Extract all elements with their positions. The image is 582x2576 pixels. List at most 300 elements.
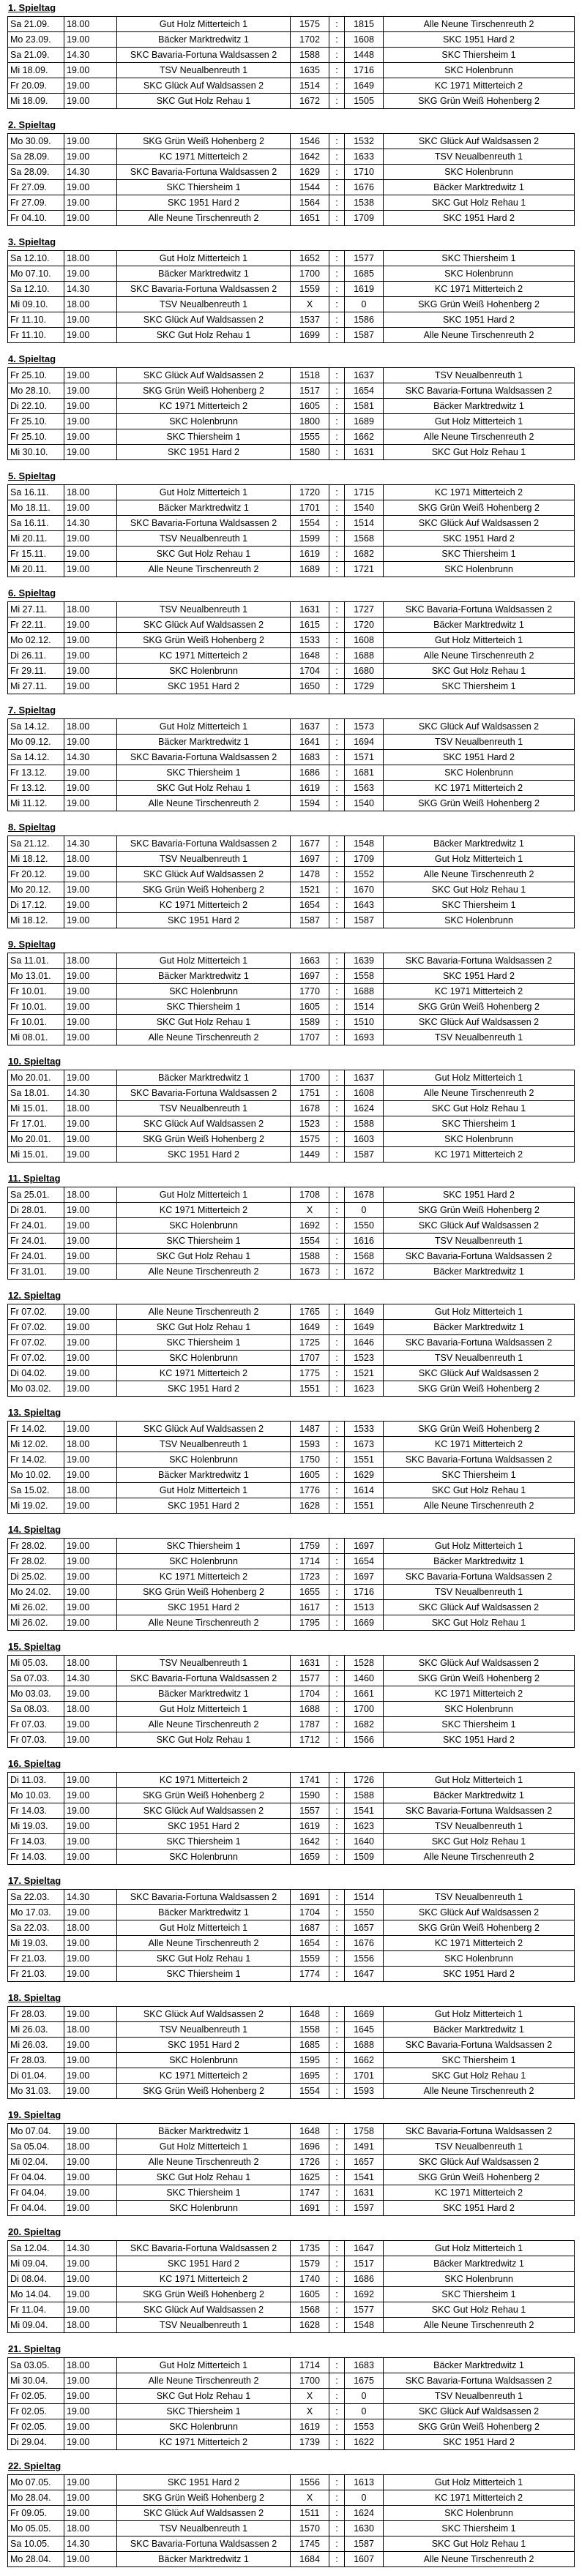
home-team: SKC Thiersheim 1 <box>117 1539 291 1554</box>
home-team: Gut Holz Mitterteich 1 <box>117 17 291 32</box>
matchday-heading: 17. Spieltag <box>8 1875 61 1886</box>
table-row <box>8 2241 575 2256</box>
kickoff-time: 19.00 <box>64 1686 117 1702</box>
table-row <box>8 1086 575 1101</box>
away-score: 1460 <box>345 1671 384 1686</box>
matchday-section <box>7 1405 575 1522</box>
table-row <box>8 63 575 78</box>
matchday-table <box>7 1187 575 1280</box>
home-team: Alle Neune Tirschenreuth 2 <box>117 2373 291 2389</box>
home-team: SKC Holenbrunn <box>117 2201 291 2216</box>
kickoff-time: 19.00 <box>64 2084 117 2099</box>
home-score: X <box>291 297 329 312</box>
table-row <box>8 1773 575 1788</box>
score-separator: : <box>329 2419 345 2435</box>
away-team: SKC Holenbrunn <box>384 913 575 928</box>
score-separator: : <box>329 1233 345 1249</box>
home-team: Gut Holz Mitterteich 1 <box>117 485 291 500</box>
home-score: 1554 <box>291 516 329 531</box>
away-team: SKC Glück Auf Waldsassen 2 <box>384 1656 575 1671</box>
home-team: SKC 1951 Hard 2 <box>117 1147 291 1163</box>
table-row <box>8 297 575 312</box>
home-team: SKC Gut Holz Rehau 1 <box>117 328 291 343</box>
score-separator: : <box>329 867 345 882</box>
away-team: TSV Neualbenreuth 1 <box>384 368 575 383</box>
home-team: SKC Bavaria-Fortuna Waldsassen 2 <box>117 750 291 765</box>
home-team: SKC Gut Holz Rehau 1 <box>117 781 291 796</box>
score-separator: : <box>329 312 345 328</box>
matchday-section <box>7 117 575 234</box>
home-team: SKC Bavaria-Fortuna Waldsassen 2 <box>117 1086 291 1101</box>
matchday-table <box>7 601 575 694</box>
away-score: 1607 <box>345 2552 384 2567</box>
match-date: Mi 27.11. <box>8 602 64 617</box>
match-date: Fr 22.11. <box>8 617 64 633</box>
home-score: 1521 <box>291 882 329 898</box>
home-score: 1594 <box>291 796 329 811</box>
matchday-section <box>7 1639 575 1756</box>
score-separator: : <box>329 898 345 913</box>
matchday-table <box>7 2357 575 2450</box>
table-row <box>8 2318 575 2333</box>
away-team: Gut Holz Mitterteich 1 <box>384 2241 575 2256</box>
home-team: Bäcker Marktredwitz 1 <box>117 500 291 516</box>
match-date: Fr 31.01. <box>8 1264 64 1280</box>
match-date: Fr 04.04. <box>8 2201 64 2216</box>
kickoff-time: 19.00 <box>64 2287 117 2302</box>
match-date: Sa 10.05. <box>8 2536 64 2552</box>
match-date: Mi 26.03. <box>8 2038 64 2053</box>
away-score: 1581 <box>345 399 384 414</box>
table-row <box>8 266 575 282</box>
away-score: 1689 <box>345 414 384 429</box>
matchday-heading: 7. Spieltag <box>8 705 56 716</box>
kickoff-time: 19.00 <box>64 1422 117 1437</box>
home-score: 1704 <box>291 1686 329 1702</box>
away-score: 1649 <box>345 78 384 94</box>
table-row <box>8 2521 575 2536</box>
home-score: 1615 <box>291 617 329 633</box>
home-score: 1677 <box>291 836 329 852</box>
match-date: Fr 25.10. <box>8 414 64 429</box>
away-team: SKC Holenbrunn <box>384 2272 575 2287</box>
match-date: Mi 12.02. <box>8 1437 64 1452</box>
away-score: 1588 <box>345 1116 384 1132</box>
matchday-section <box>7 1873 575 1990</box>
match-date: Mi 19.03. <box>8 1819 64 1834</box>
away-team: Bäcker Marktredwitz 1 <box>384 2358 575 2373</box>
away-score: 1709 <box>345 852 384 867</box>
kickoff-time: 19.00 <box>64 445 117 460</box>
kickoff-time: 19.00 <box>64 1132 117 1147</box>
kickoff-time: 19.00 <box>64 1936 117 1951</box>
matchday-heading: 12. Spieltag <box>8 1290 61 1301</box>
kickoff-time: 19.00 <box>64 1381 117 1397</box>
home-team: SKC Bavaria-Fortuna Waldsassen 2 <box>117 836 291 852</box>
table-row <box>8 1554 575 1569</box>
away-score: 1532 <box>345 134 384 149</box>
kickoff-time: 14.30 <box>64 48 117 63</box>
matchday-heading: 15. Spieltag <box>8 1641 61 1652</box>
kickoff-time: 18.00 <box>64 1702 117 1717</box>
score-separator: : <box>329 1951 345 1967</box>
matchday-table <box>7 1421 575 1514</box>
home-score: 1523 <box>291 1116 329 1132</box>
matchday-heading: 8. Spieltag <box>8 822 56 833</box>
matchday-section <box>7 936 575 1054</box>
away-score: 1587 <box>345 913 384 928</box>
away-score: 1662 <box>345 429 384 445</box>
match-date: Mo 03.02. <box>8 1381 64 1397</box>
away-score: 1649 <box>345 1320 384 1335</box>
matchday-heading: 16. Spieltag <box>8 1758 61 1769</box>
kickoff-time: 14.30 <box>64 516 117 531</box>
home-score: 1663 <box>291 953 329 969</box>
home-score: 1745 <box>291 2536 329 2552</box>
away-team: KC 1971 Mitterteich 2 <box>384 781 575 796</box>
home-team: SKC Gut Holz Rehau 1 <box>117 1951 291 1967</box>
away-team: SKG Grün Weiß Hohenberg 2 <box>384 1203 575 1218</box>
match-date: Fr 25.10. <box>8 368 64 383</box>
home-team: SKC Bavaria-Fortuna Waldsassen 2 <box>117 1890 291 1905</box>
table-row <box>8 211 575 226</box>
away-team: SKC Holenbrunn <box>384 1951 575 1967</box>
score-separator: : <box>329 2038 345 2053</box>
matchday-table <box>7 953 575 1045</box>
kickoff-time: 19.00 <box>64 617 117 633</box>
home-team: Alle Neune Tirschenreuth 2 <box>117 211 291 226</box>
table-row <box>8 602 575 617</box>
home-score: 1556 <box>291 2475 329 2490</box>
kickoff-time: 19.00 <box>64 1834 117 1850</box>
away-team: SKC Gut Holz Rehau 1 <box>384 2068 575 2084</box>
home-score: 1726 <box>291 2155 329 2170</box>
away-score: 1682 <box>345 1717 384 1732</box>
kickoff-time: 19.00 <box>64 1452 117 1468</box>
home-team: SKC Gut Holz Rehau 1 <box>117 1249 291 1264</box>
match-date: Mi 27.11. <box>8 679 64 694</box>
home-score: 1695 <box>291 2068 329 2084</box>
kickoff-time: 19.00 <box>64 765 117 781</box>
kickoff-time: 19.00 <box>64 63 117 78</box>
home-team: TSV Neualbenreuth 1 <box>117 1656 291 1671</box>
home-team: Gut Holz Mitterteich 1 <box>117 719 291 735</box>
match-date: Fr 10.01. <box>8 1015 64 1030</box>
match-date: Fr 24.01. <box>8 1218 64 1233</box>
away-score: 1566 <box>345 1732 384 1748</box>
away-score: 1587 <box>345 328 384 343</box>
home-team: SKC Holenbrunn <box>117 2053 291 2068</box>
home-team: KC 1971 Mitterteich 2 <box>117 648 291 664</box>
table-row <box>8 32 575 48</box>
home-score: 1765 <box>291 1304 329 1320</box>
score-separator: : <box>329 78 345 94</box>
matchday-section <box>7 819 575 936</box>
kickoff-time: 19.00 <box>64 399 117 414</box>
kickoff-time: 19.00 <box>64 1147 117 1163</box>
away-score: 1697 <box>345 1569 384 1585</box>
away-team: Alle Neune Tirschenreuth 2 <box>384 429 575 445</box>
match-date: Fr 10.01. <box>8 984 64 999</box>
away-team: Alle Neune Tirschenreuth 2 <box>384 648 575 664</box>
kickoff-time: 19.00 <box>64 1498 117 1514</box>
away-score: 1662 <box>345 2053 384 2068</box>
table-row <box>8 1015 575 1030</box>
table-row <box>8 2201 575 2216</box>
match-date: Di 04.02. <box>8 1366 64 1381</box>
kickoff-time: 19.00 <box>64 1967 117 1982</box>
home-score: 1684 <box>291 2552 329 2567</box>
home-score: 1687 <box>291 1920 329 1936</box>
kickoff-time: 19.00 <box>64 913 117 928</box>
away-team: Gut Holz Mitterteich 1 <box>384 2007 575 2022</box>
match-date: Sa 11.01. <box>8 953 64 969</box>
match-date: Fr 13.12. <box>8 781 64 796</box>
matchday-heading: 9. Spieltag <box>8 939 56 950</box>
home-score: 1628 <box>291 2318 329 2333</box>
away-score: 1716 <box>345 63 384 78</box>
away-score: 1694 <box>345 735 384 750</box>
match-date: Mo 03.03. <box>8 1686 64 1702</box>
score-separator: : <box>329 1732 345 1748</box>
match-date: Mi 30.10. <box>8 445 64 460</box>
kickoff-time: 19.00 <box>64 328 117 343</box>
kickoff-time: 19.00 <box>64 2272 117 2287</box>
match-date: Di 22.10. <box>8 399 64 414</box>
kickoff-time: 19.00 <box>64 882 117 898</box>
table-row <box>8 328 575 343</box>
away-team: Gut Holz Mitterteich 1 <box>384 633 575 648</box>
home-score: 1517 <box>291 383 329 399</box>
away-score: 1729 <box>345 679 384 694</box>
home-score: 1478 <box>291 867 329 882</box>
matchday-table <box>7 2123 575 2216</box>
matchday-table <box>7 1538 575 1631</box>
home-score: 1577 <box>291 1671 329 1686</box>
home-score: 1511 <box>291 2506 329 2521</box>
match-date: Sa 14.12. <box>8 750 64 765</box>
table-row <box>8 679 575 694</box>
away-score: 1558 <box>345 969 384 984</box>
table-row <box>8 2302 575 2318</box>
away-team: SKC Glück Auf Waldsassen 2 <box>384 516 575 531</box>
table-row <box>8 882 575 898</box>
home-score: 1776 <box>291 1483 329 1498</box>
matchday-heading: 3. Spieltag <box>8 236 56 247</box>
match-date: Sa 08.03. <box>8 1702 64 1717</box>
table-row <box>8 165 575 180</box>
away-team: SKC Glück Auf Waldsassen 2 <box>384 2155 575 2170</box>
match-date: Mi 05.03. <box>8 1656 64 1671</box>
kickoff-time: 19.00 <box>64 1218 117 1233</box>
table-row <box>8 664 575 679</box>
kickoff-time: 18.00 <box>64 953 117 969</box>
away-score: 1588 <box>345 1788 384 1803</box>
kickoff-time: 14.30 <box>64 282 117 297</box>
home-team: Gut Holz Mitterteich 1 <box>117 2139 291 2155</box>
home-team: TSV Neualbenreuth 1 <box>117 2318 291 2333</box>
home-score: 1642 <box>291 1834 329 1850</box>
kickoff-time: 19.00 <box>64 1788 117 1803</box>
table-row <box>8 984 575 999</box>
matchday-heading: 13. Spieltag <box>8 1407 61 1418</box>
match-date: Fr 20.12. <box>8 867 64 882</box>
away-team: SKC Glück Auf Waldsassen 2 <box>384 134 575 149</box>
away-score: 1491 <box>345 2139 384 2155</box>
home-score: 1714 <box>291 2358 329 2373</box>
match-date: Mi 15.01. <box>8 1101 64 1116</box>
match-date: Mo 02.12. <box>8 633 64 648</box>
matchday-heading: 11. Spieltag <box>8 1173 61 1184</box>
away-team: SKC Gut Holz Rehau 1 <box>384 1615 575 1631</box>
home-score: 1689 <box>291 562 329 577</box>
table-row <box>8 2552 575 2567</box>
away-team: Bäcker Marktredwitz 1 <box>384 1264 575 1280</box>
kickoff-time: 19.00 <box>64 1070 117 1086</box>
away-team: SKG Grün Weiß Hohenberg 2 <box>384 297 575 312</box>
matchday-heading: 22. Spieltag <box>8 2460 61 2471</box>
score-separator: : <box>329 2435 345 2450</box>
kickoff-time: 19.00 <box>64 2038 117 2053</box>
match-date: Mo 18.11. <box>8 500 64 516</box>
score-separator: : <box>329 1600 345 1615</box>
kickoff-time: 14.30 <box>64 1890 117 1905</box>
kickoff-time: 18.00 <box>64 1656 117 1671</box>
score-separator: : <box>329 2287 345 2302</box>
away-team: SKC Bavaria-Fortuna Waldsassen 2 <box>384 602 575 617</box>
home-score: X <box>291 2490 329 2506</box>
matchday-table <box>7 1889 575 1982</box>
match-date: Mi 09.04. <box>8 2318 64 2333</box>
table-row <box>8 1437 575 1452</box>
matchday-heading: 6. Spieltag <box>8 587 56 598</box>
table-row <box>8 1920 575 1936</box>
away-team: SKC Gut Holz Rehau 1 <box>384 195 575 211</box>
table-row <box>8 500 575 516</box>
away-team: SKC 1951 Hard 2 <box>384 2201 575 2216</box>
score-separator: : <box>329 297 345 312</box>
matchday-section <box>7 1171 575 1288</box>
home-team: TSV Neualbenreuth 1 <box>117 1101 291 1116</box>
away-score: 1701 <box>345 2068 384 2084</box>
table-row <box>8 1951 575 1967</box>
match-date: Mi 30.04. <box>8 2373 64 2389</box>
home-score: 1708 <box>291 1187 329 1203</box>
away-team: SKC Glück Auf Waldsassen 2 <box>384 719 575 735</box>
match-date: Mi 20.11. <box>8 531 64 547</box>
score-separator: : <box>329 1304 345 1320</box>
away-score: 0 <box>345 2404 384 2419</box>
score-separator: : <box>329 17 345 32</box>
home-team: SKG Grün Weiß Hohenberg 2 <box>117 2490 291 2506</box>
home-team: SKC Bavaria-Fortuna Waldsassen 2 <box>117 282 291 297</box>
away-team: SKC Holenbrunn <box>384 1702 575 1717</box>
away-team: SKC Thiersheim 1 <box>384 1717 575 1732</box>
table-row <box>8 1600 575 1615</box>
score-separator: : <box>329 2506 345 2521</box>
kickoff-time: 19.00 <box>64 78 117 94</box>
away-score: 1709 <box>345 211 384 226</box>
match-date: Mi 18.12. <box>8 913 64 928</box>
away-team: SKC 1951 Hard 2 <box>384 32 575 48</box>
away-score: 1514 <box>345 999 384 1015</box>
matchday-heading: 4. Spieltag <box>8 353 56 364</box>
home-score: 1635 <box>291 63 329 78</box>
away-score: 1528 <box>345 1656 384 1671</box>
away-team: TSV Neualbenreuth 1 <box>384 1351 575 1366</box>
match-date: Sa 21.09. <box>8 48 64 63</box>
home-team: Gut Holz Mitterteich 1 <box>117 1920 291 1936</box>
matchday-section <box>7 1522 575 1639</box>
match-date: Fr 13.12. <box>8 765 64 781</box>
match-date: Mo 28.10. <box>8 383 64 399</box>
home-score: 1700 <box>291 2373 329 2389</box>
match-date: Fr 09.05. <box>8 2506 64 2521</box>
match-date: Fr 07.02. <box>8 1304 64 1320</box>
score-separator: : <box>329 735 345 750</box>
score-separator: : <box>329 211 345 226</box>
away-score: 1608 <box>345 633 384 648</box>
away-score: 1551 <box>345 1498 384 1514</box>
away-team: SKC Gut Holz Rehau 1 <box>384 2302 575 2318</box>
match-date: Fr 07.03. <box>8 1717 64 1732</box>
table-row <box>8 1788 575 1803</box>
match-date: Mo 13.01. <box>8 969 64 984</box>
home-team: SKC Thiersheim 1 <box>117 1233 291 1249</box>
home-team: SKC Holenbrunn <box>117 984 291 999</box>
home-score: X <box>291 2404 329 2419</box>
table-row <box>8 2475 575 2490</box>
away-team: TSV Neualbenreuth 1 <box>384 1030 575 1045</box>
home-score: 1605 <box>291 399 329 414</box>
home-team: TSV Neualbenreuth 1 <box>117 297 291 312</box>
away-score: 1616 <box>345 1233 384 1249</box>
kickoff-time: 14.30 <box>64 750 117 765</box>
matchday-section <box>7 2107 575 2224</box>
kickoff-time: 19.00 <box>64 1264 117 1280</box>
score-separator: : <box>329 165 345 180</box>
score-separator: : <box>329 1452 345 1468</box>
table-row <box>8 969 575 984</box>
away-team: SKG Grün Weiß Hohenberg 2 <box>384 2419 575 2435</box>
home-team: SKC Thiersheim 1 <box>117 1834 291 1850</box>
table-row <box>8 1585 575 1600</box>
score-separator: : <box>329 1437 345 1452</box>
kickoff-time: 18.00 <box>64 719 117 735</box>
away-score: 1577 <box>345 2302 384 2318</box>
home-team: SKC Glück Auf Waldsassen 2 <box>117 1803 291 1819</box>
kickoff-time: 18.00 <box>64 1101 117 1116</box>
score-separator: : <box>329 1920 345 1936</box>
home-score: 1568 <box>291 2302 329 2318</box>
home-score: 1751 <box>291 1086 329 1101</box>
matchday-table <box>7 2240 575 2333</box>
score-separator: : <box>329 1890 345 1905</box>
score-separator: : <box>329 251 345 266</box>
match-date: Mi 15.01. <box>8 1147 64 1163</box>
score-separator: : <box>329 2373 345 2389</box>
match-date: Fr 11.10. <box>8 312 64 328</box>
kickoff-time: 19.00 <box>64 180 117 195</box>
score-separator: : <box>329 913 345 928</box>
table-row <box>8 2419 575 2435</box>
home-score: 1649 <box>291 1320 329 1335</box>
away-score: 1448 <box>345 48 384 63</box>
kickoff-time: 19.00 <box>64 2302 117 2318</box>
score-separator: : <box>329 1819 345 1834</box>
kickoff-time: 18.00 <box>64 485 117 500</box>
away-team: TSV Neualbenreuth 1 <box>384 2389 575 2404</box>
